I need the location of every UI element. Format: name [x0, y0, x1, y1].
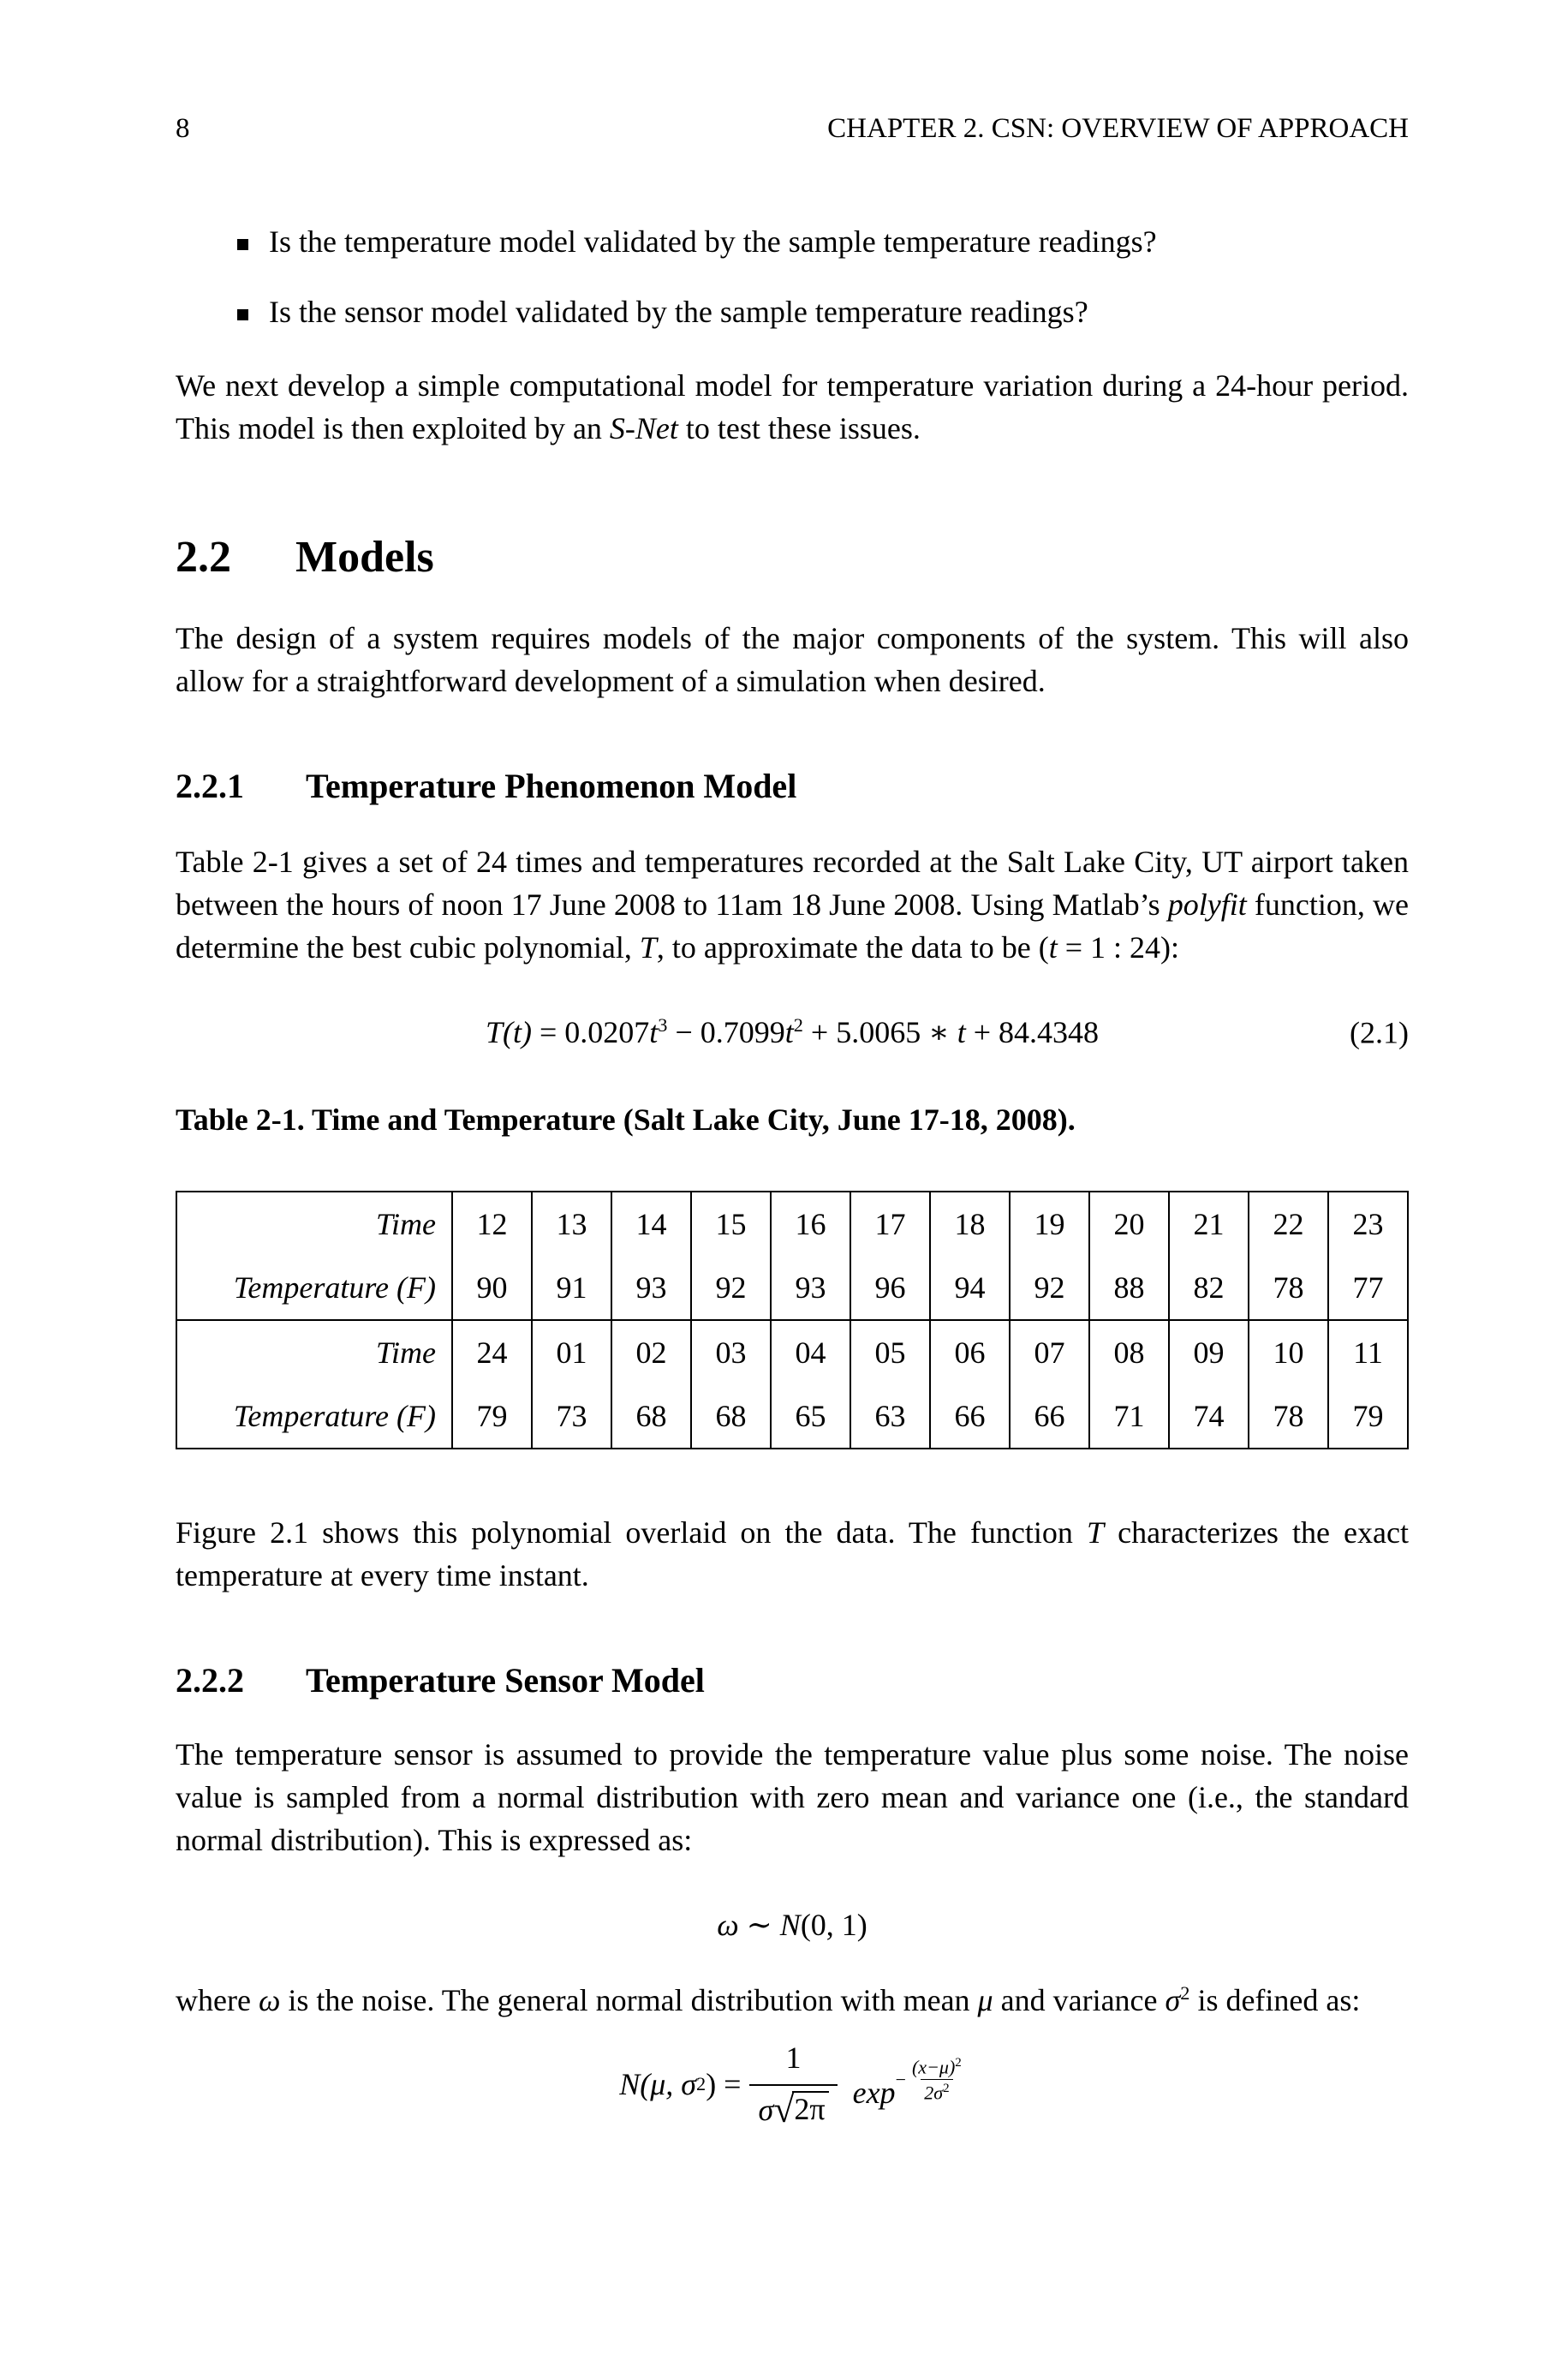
section-title: Models — [295, 533, 434, 583]
table-cell: 92 — [691, 1256, 771, 1320]
math-symbol-t: t — [784, 1015, 794, 1050]
table-cell: 03 — [691, 1320, 771, 1384]
minus-sign: − — [895, 2068, 906, 2090]
table-cell: 90 — [452, 1256, 532, 1320]
table-cell: 78 — [1249, 1384, 1328, 1449]
table-caption: Table 2-1. Time and Temperature (Salt Lake City, June 17-18, 2008). — [176, 1102, 1076, 1138]
equation-2-1 — [176, 1013, 1409, 1052]
math-symbol-T: T — [1086, 1515, 1105, 1550]
emphasis-snet: S-Net — [609, 411, 678, 446]
exponent: 2 — [696, 2073, 706, 2095]
text-fragment: = 0.0207 — [531, 1015, 650, 1050]
table-row — [176, 1384, 1408, 1449]
list-item — [237, 294, 1409, 330]
square-root-icon: √ — [773, 2088, 795, 2131]
table-cell: 96 — [850, 1256, 930, 1320]
math-script-N: N — [779, 1908, 801, 1943]
table-cell: 94 — [930, 1256, 1010, 1320]
exponent: 3 — [658, 1014, 668, 1037]
table-cell: 15 — [691, 1192, 771, 1256]
table-cell: 06 — [930, 1320, 1010, 1384]
row-header: Time — [375, 1207, 436, 1242]
tiny-denominator — [921, 2079, 952, 2102]
subsection-heading-2-2-2 — [176, 1660, 1409, 1700]
subsection-number: 2.2.1 — [176, 767, 244, 806]
table-cell: 19 — [1010, 1192, 1089, 1256]
equation-omega — [176, 1906, 1409, 1945]
table-cell: 01 — [532, 1320, 611, 1384]
subsection-number: 2.2.2 — [176, 1661, 244, 1700]
text-fragment: is the noise. The general normal distribution with mean — [280, 1983, 978, 2018]
table-cell: 08 — [1089, 1320, 1169, 1384]
exponent: 2 — [955, 2055, 962, 2070]
table-cell: 91 — [532, 1256, 611, 1320]
exp-term — [853, 2057, 965, 2112]
row-header: Temperature (F) — [233, 1270, 436, 1306]
bullet-text: Is the sensor model validated by the sample temperature readings? — [269, 295, 1088, 329]
table-cell: 10 — [1249, 1320, 1328, 1384]
table-row — [176, 1320, 1408, 1384]
text-fragment: + 5.0065 ∗ — [802, 1015, 957, 1050]
section-2-2-paragraph: The design of a system requires models of the major components of the system. This will also allow for a straightforward development of a simulation when desired. — [176, 621, 1409, 699]
table-row — [176, 1256, 1408, 1320]
fraction-denominator — [749, 2084, 837, 2130]
exponent: 2 — [943, 2082, 950, 2096]
tiny-numerator — [909, 2057, 965, 2079]
subsection-2-2-1-paragraph — [176, 840, 1409, 969]
table-cell: 24 — [452, 1320, 532, 1384]
text-fragment: (μ, σ — [640, 2066, 697, 2101]
equation-content — [486, 1013, 1099, 1052]
text-fragment: where — [176, 1983, 259, 2018]
table-cell: 12 — [452, 1192, 532, 1256]
exp-word: exp — [852, 2075, 896, 2110]
intro-paragraph — [176, 364, 1409, 450]
table-cell: 73 — [532, 1384, 611, 1449]
math-script-N: N — [619, 2066, 641, 2101]
figure-paragraph — [176, 1511, 1409, 1597]
exp-superscript — [896, 2057, 965, 2103]
text-fragment: , to approximate the data to be ( — [656, 930, 1049, 965]
table-cell: 63 — [850, 1384, 930, 1449]
table-cell: 20 — [1089, 1192, 1169, 1256]
table-cell: 78 — [1249, 1256, 1328, 1320]
table-cell: 09 — [1169, 1320, 1249, 1384]
tiny-fraction — [909, 2057, 965, 2103]
text-fragment: and variance — [993, 1983, 1166, 2018]
section-number: 2.2 — [176, 533, 231, 583]
text-fragment: is defined as: — [1189, 1983, 1361, 2018]
equation-normal-distribution — [176, 2039, 1409, 2130]
table-cell: 79 — [1328, 1384, 1408, 1449]
table-cell: 79 — [452, 1384, 532, 1449]
table-cell: 82 — [1169, 1256, 1249, 1320]
text-fragment: to test these issues. — [677, 411, 921, 446]
text-fragment: function, we determine the best cubic polynomial, — [176, 887, 1409, 965]
subsection-title: Temperature Sensor Model — [306, 1661, 705, 1700]
equation-number: (2.1) — [1350, 1015, 1409, 1050]
subsection-title: Temperature Phenomenon Model — [306, 767, 797, 806]
table-cell: 66 — [930, 1384, 1010, 1449]
where-paragraph — [176, 1979, 1409, 2022]
text-fragment: characterizes the exact temperature at every time instant. — [176, 1515, 1409, 1593]
table-row — [176, 1192, 1408, 1256]
table-cell: 05 — [850, 1320, 930, 1384]
row-header: Time — [176, 1320, 452, 1384]
table-cell: 74 — [1169, 1384, 1249, 1449]
subsection-heading-2-2-1 — [176, 766, 1409, 806]
emphasis-polyfit: polyfit — [1167, 887, 1247, 923]
text-fragment: Figure 2.1 shows this polynomial overlaid on the data. The function — [176, 1515, 1087, 1550]
table-cell: 02 — [611, 1320, 691, 1384]
page-number: 8 — [176, 113, 190, 144]
text-fragment: ) = — [706, 2066, 742, 2101]
math-lhs: T(t) — [485, 1015, 532, 1050]
table-cell: 93 — [771, 1256, 850, 1320]
text-fragment: 2σ — [924, 2082, 944, 2104]
table-cell: 07 — [1010, 1320, 1089, 1384]
exponent: 2 — [1180, 1982, 1190, 2005]
table-cell: 68 — [611, 1384, 691, 1449]
math-symbol-t: t — [957, 1015, 966, 1050]
bullet-list — [176, 224, 1409, 330]
running-head: CHAPTER 2. CSN: OVERVIEW OF APPROACH — [827, 113, 1409, 144]
text-fragment: Table 2-1 gives a set of 24 times and temperatures recorded at the Salt Lake City, UT airport taken between the hours of noon 17 June 2008 to 11am 18 June 2008. Using Matlab’s — [176, 845, 1409, 923]
section-heading-2-2 — [176, 532, 1409, 583]
table-cell: 18 — [930, 1192, 1010, 1256]
math-symbol-sigma: σ — [1165, 1983, 1181, 2018]
subsection-2-2-2-paragraph: The temperature sensor is assumed to provide the temperature value plus some noise. The noise value is sampled from a normal distribution with zero mean and variance one (i.e., the standard normal distribution). This is expressed as: — [176, 1737, 1409, 1858]
exponent: 2 — [793, 1014, 803, 1037]
table-cell: 88 — [1089, 1256, 1169, 1320]
bullet-square-icon — [237, 239, 248, 250]
text-fragment: (0, 1) — [800, 1908, 867, 1943]
table-cell: 04 — [771, 1320, 850, 1384]
page-header — [176, 113, 1409, 145]
table-cell: 17 — [850, 1192, 930, 1256]
radicand: 2π — [792, 2091, 828, 2127]
table-cell: 11 — [1328, 1320, 1408, 1384]
row-header: Temperature (F) — [233, 1399, 436, 1434]
table-cell: 65 — [771, 1384, 850, 1449]
table-cell: 14 — [611, 1192, 691, 1256]
math-symbol-mu: μ — [977, 1983, 993, 2018]
bullet-square-icon — [237, 309, 248, 320]
math-symbol-T: T — [639, 930, 657, 965]
table-cell: 93 — [611, 1256, 691, 1320]
table-cell: 16 — [771, 1192, 850, 1256]
table-cell: 92 — [1010, 1256, 1089, 1320]
table-cell: 68 — [691, 1384, 771, 1449]
similar-operator: ∼ — [738, 1908, 780, 1943]
equation-content — [717, 1906, 867, 1945]
math-symbol-t: t — [649, 1015, 659, 1050]
text-fragment: − 0.7099 — [667, 1015, 785, 1050]
math-symbol-omega: ω — [258, 1983, 281, 2018]
text-fragment: + 84.4348 — [965, 1015, 1100, 1050]
fraction-numerator: 1 — [785, 2040, 802, 2076]
math-symbol-omega: ω — [717, 1908, 739, 1943]
table-cell: 66 — [1010, 1384, 1089, 1449]
math-symbol-sigma: σ — [758, 2093, 774, 2128]
list-item — [237, 224, 1409, 260]
time-temperature-table — [176, 1191, 1409, 1449]
text-fragment: = 1 : 24): — [1057, 930, 1180, 965]
text-fragment: We next develop a simple computational model for temperature variation during a 24-hour period. This model is then exploited by an — [176, 368, 1409, 446]
math-symbol-t: t — [1048, 930, 1058, 965]
table-cell: 23 — [1328, 1192, 1408, 1256]
fraction — [749, 2039, 837, 2130]
table-cell: 77 — [1328, 1256, 1408, 1320]
table-cell: 71 — [1089, 1384, 1169, 1449]
bullet-text: Is the temperature model validated by the sample temperature readings? — [269, 224, 1157, 259]
table-cell: 22 — [1249, 1192, 1328, 1256]
table-cell: 13 — [532, 1192, 611, 1256]
table-cell: 21 — [1169, 1192, 1249, 1256]
text-fragment: (x−μ) — [911, 2056, 956, 2078]
